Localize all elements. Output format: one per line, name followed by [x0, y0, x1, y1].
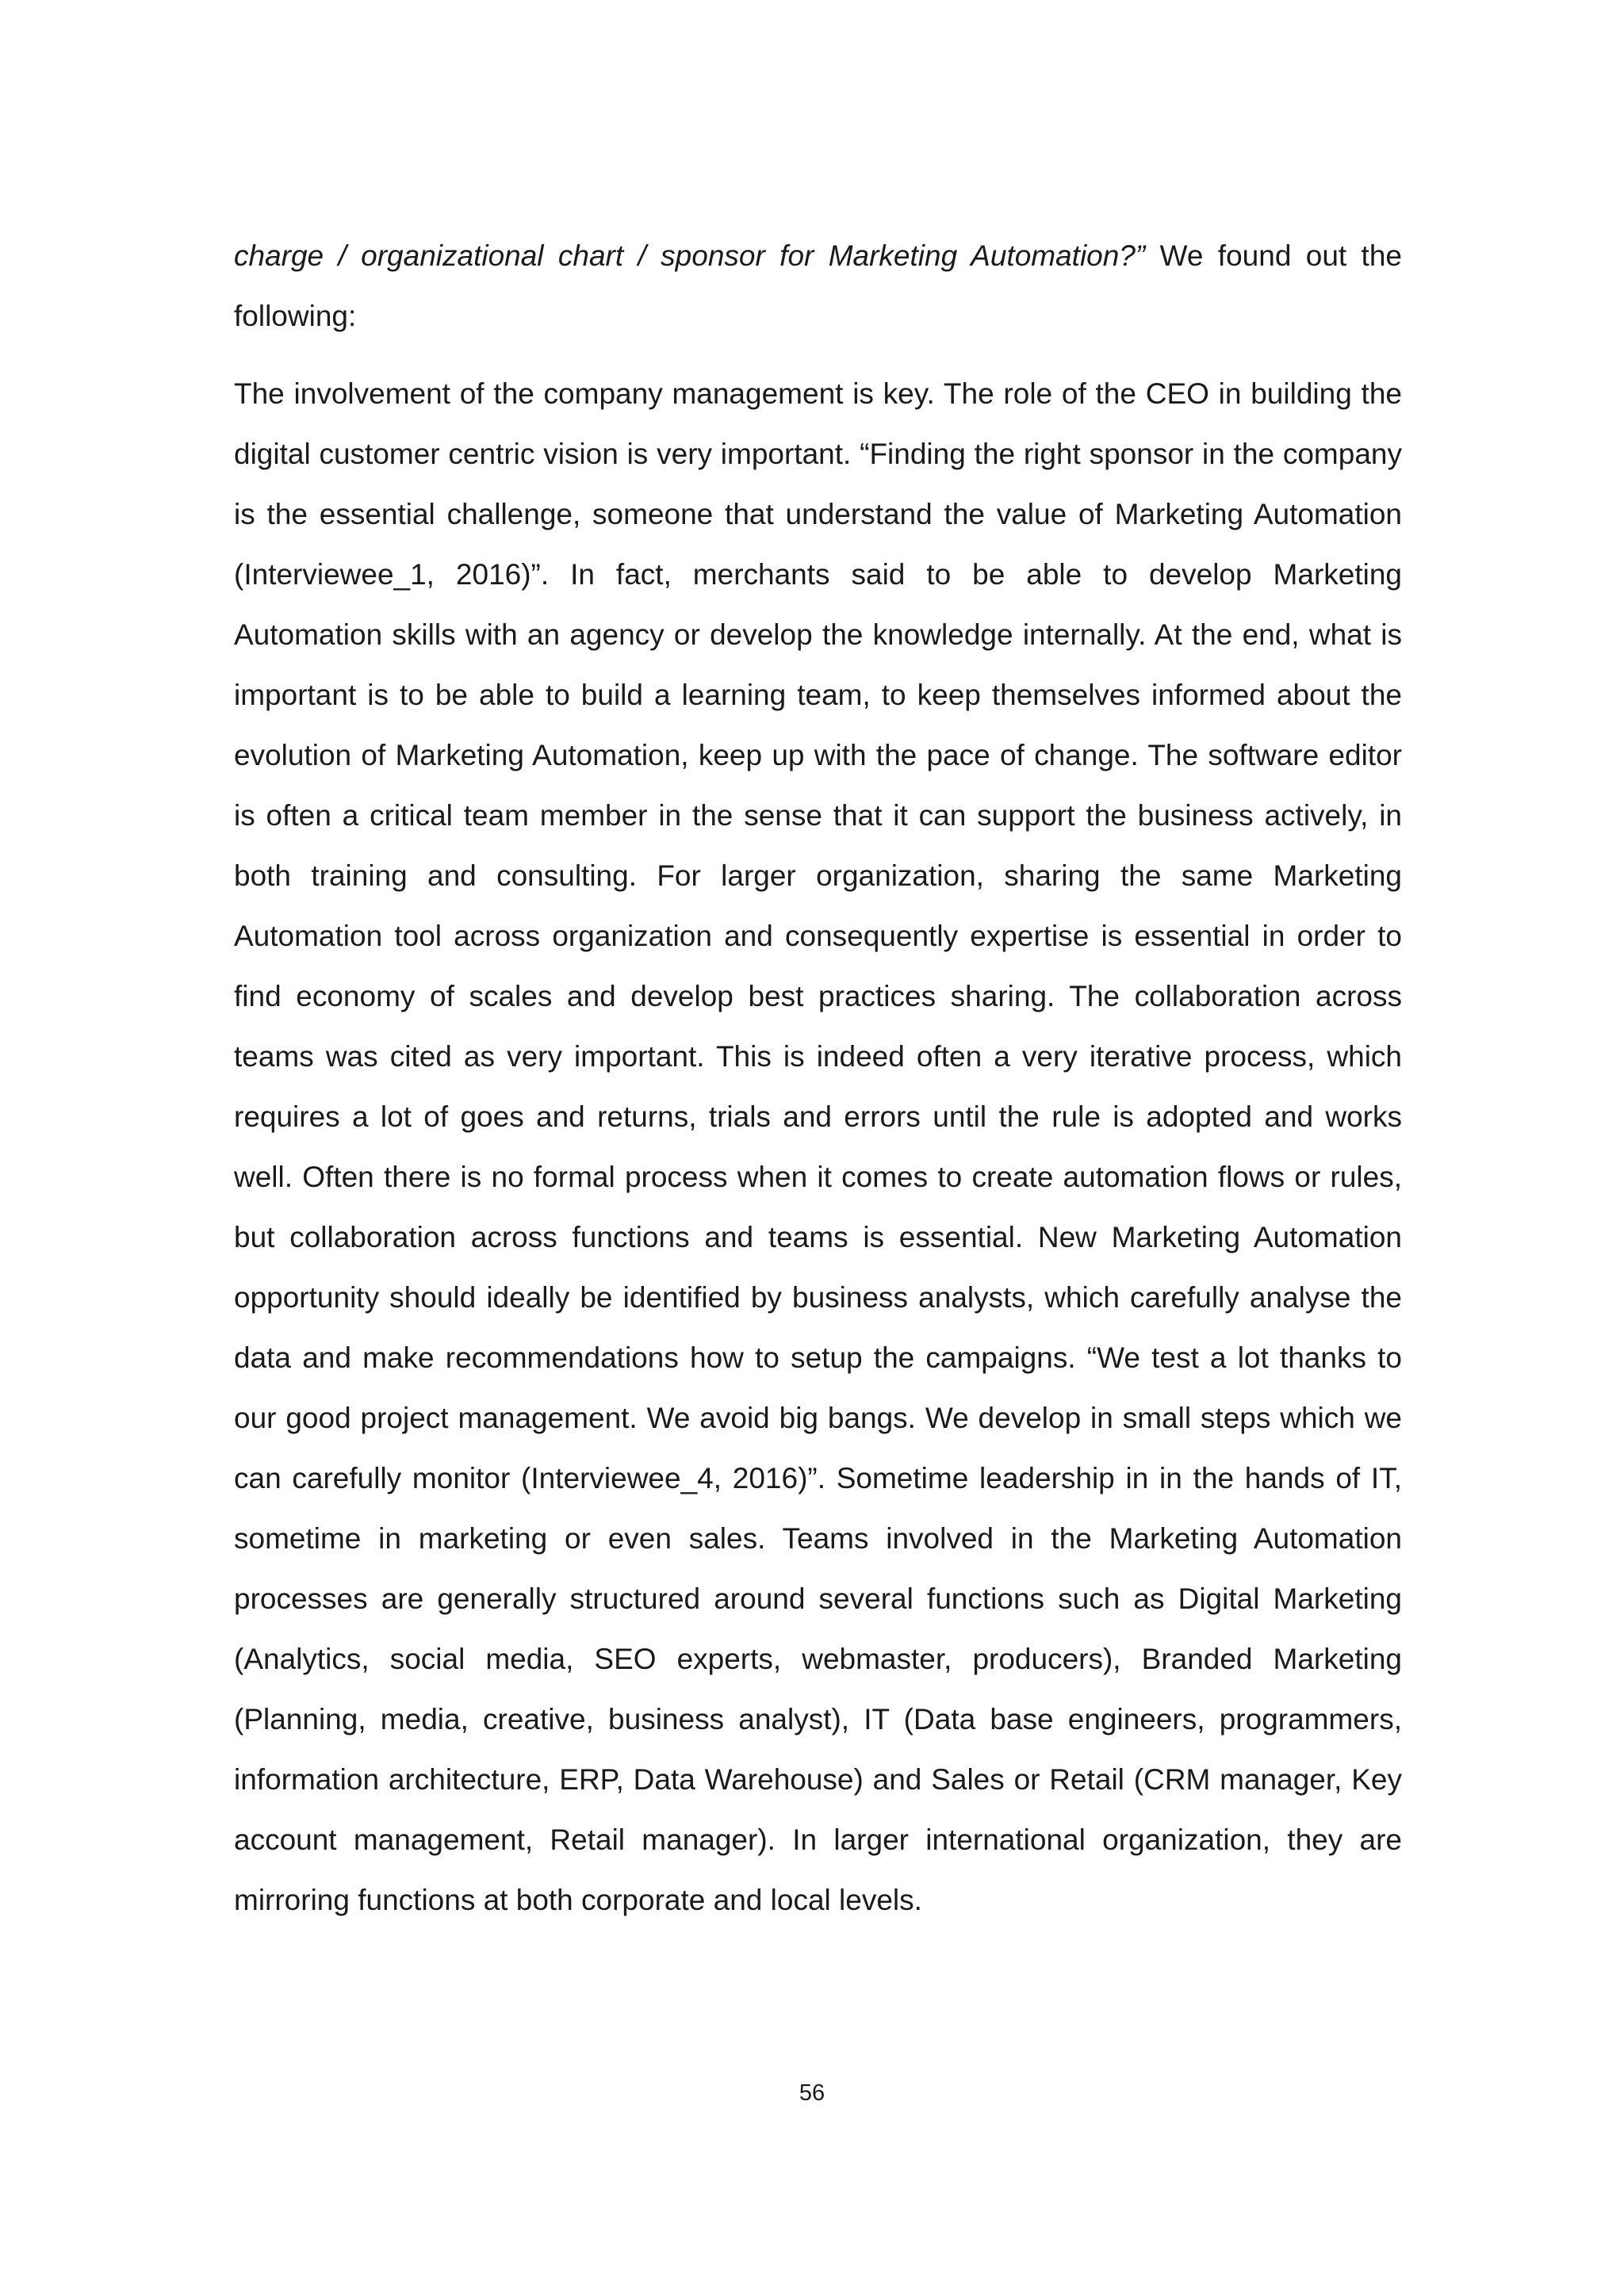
- question-text: charge / organizational chart / sponsor for Marketing Automation?”: [234, 239, 1146, 272]
- paragraph-intro: [234, 226, 1402, 346]
- intro-text: We found out the following:: [234, 239, 1402, 332]
- paragraph-findings: The involvement of the company management is key. The role of the CEO in building the digital customer centric vision is very important. “Finding the right sponsor in the company is the essential challenge, someone that understand the value of Marketing Automation (Interviewee_1, 2016)”. In fact, merchants said to be able to develop Marketing Automation skills with an agency or develop the knowledge internally. At the end, what is important is to be able to build a learning team, to keep themselves informed about the evolution of Marketing Automation, keep up with the pace of change. The software editor is often a critical team member in the sense that it can support the business actively, in both training and consulting. For larger organization, sharing the same Marketing Automation tool across organization and consequently expertise is essential in order to find economy of scales and develop best practices sharing. The collaboration across teams was cited as very important. This is indeed often a very iterative process, which requires a lot of goes and returns, trials and errors until the rule is adopted and works well. Often there is no formal process when it comes to create automation flows or rules, but collaboration across functions and teams is essential. New Marketing Automation opportunity should ideally be identified by business analysts, which carefully analyse the data and make recommendations how to setup the campaigns. “We test a lot thanks to our good project management. We avoid big bangs. We develop in small steps which we can carefully monitor (Interviewee_4, 2016)”. Sometime leadership in in the hands of IT, sometime in marketing or even sales. Teams involved in the Marketing Automation processes are generally structured around several functions such as Digital Marketing (Analytics, social media, SEO experts, webmaster, producers), Branded Marketing (Planning, media, creative, business analyst), IT (Data base engineers, programmers, information architecture, ERP, Data Warehouse) and Sales or Retail (CRM manager, Key account management, Retail manager). In larger international organization, they are mirroring functions at both corporate and local levels.: [234, 377, 1402, 1916]
- body-text: [234, 226, 1402, 1931]
- page-number: 56: [799, 2080, 825, 2106]
